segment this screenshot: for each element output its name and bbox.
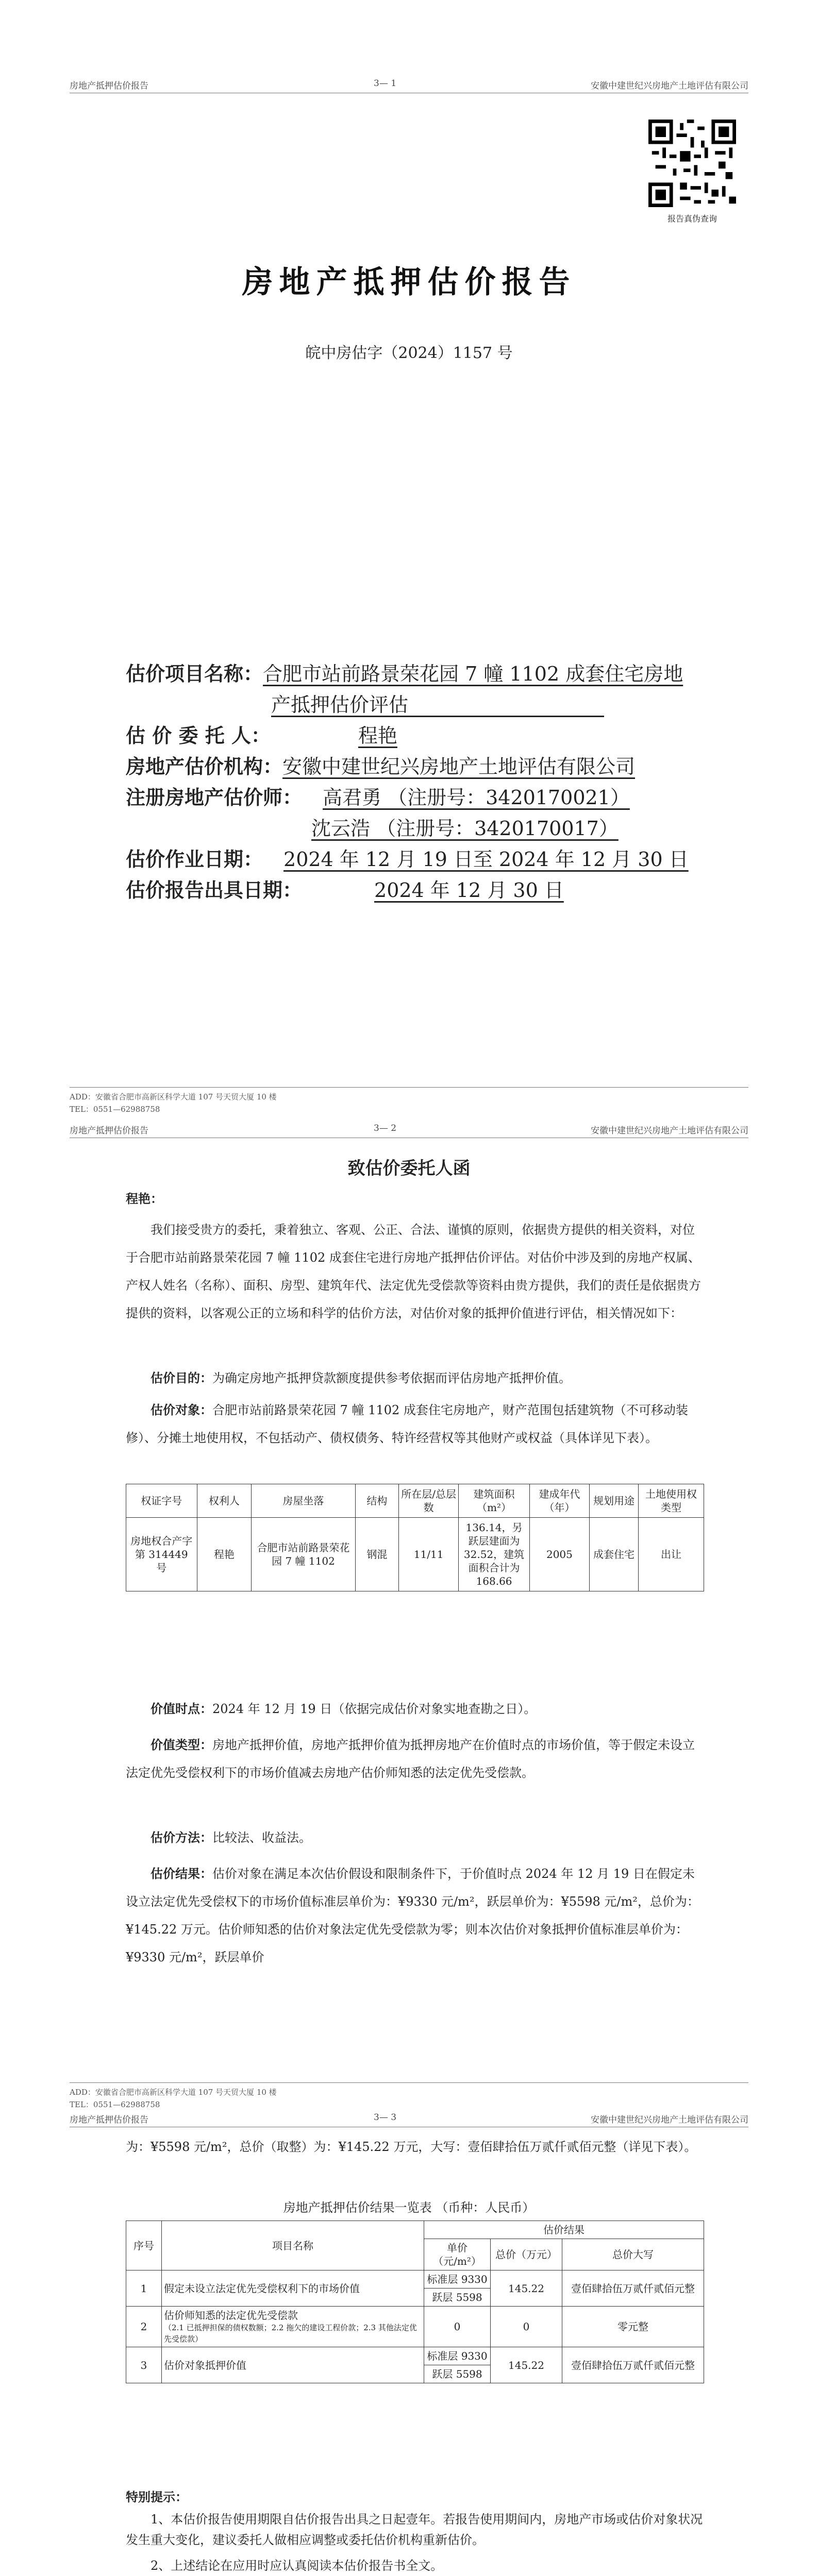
info-row-project: 估价项目名称：合肥市站前路景荣花园 7 幢 1102 成套住宅房地 bbox=[126, 662, 683, 685]
page-header: 房地产抵押估价报告 3— 3 安徽中建世纪兴房地产土地评估有限公司 bbox=[70, 2112, 748, 2127]
property-table bbox=[126, 1484, 704, 1591]
notes-title: 特别提示： bbox=[126, 2489, 188, 2504]
table-row: 1 假定未设立法定优先受偿权利下的市场价值 标准层 9330 145.22 壹佰肆拾伍万贰仟贰佰元整 bbox=[126, 2270, 704, 2289]
summary-title: 房地产抵押估价结果一览表 （币种：人民币） bbox=[283, 2200, 535, 2215]
table-header-row: 权证字号 权利人 房屋坐落 结构 所在层/总层数 建筑面积（m²） 建成年代（年） 规划用途 土地使用权类型 bbox=[126, 1484, 704, 1518]
table-row: 2 估价师知悉的法定优先受偿款 （2.1 已抵押担保的债权数额；2.2 拖欠的建设工程价款；2.3 其他法定优先受偿款） 0 0 零元整 bbox=[126, 2307, 704, 2347]
info-row-issue-date: 估价报告出具日期： 2024 年 12 月 30 日 bbox=[126, 878, 564, 902]
header-left: 房地产抵押估价报告 bbox=[70, 81, 148, 91]
cover-info bbox=[126, 658, 689, 906]
letter-page bbox=[0, 1123, 818, 2154]
summary-page bbox=[0, 2112, 818, 2576]
page-header bbox=[70, 78, 748, 93]
table-row: 3 估价对象抵押价值 标准层 9330 145.22 壹佰肆拾伍万贰仟贰佰元整 bbox=[126, 2347, 704, 2365]
note-1: 1、本估价报告使用期限自估价报告出具之日起壹年。若报告使用期间内，房地产市场或估价对象状况发生重大变化，建议委托人做相应调整或委托估价机构重新估价。 bbox=[126, 2512, 703, 2547]
result-continued: 为：¥5598 元/m²，总价（取整）为：¥145.22 万元，大写：壹佰肆拾伍万贰仟贰佰元整（详见下表）。 bbox=[126, 2140, 697, 2154]
info-row-appraiser-2: 沈云浩 （注册号：3420170017） bbox=[311, 817, 619, 840]
report-title: 房地产抵押估价报告 bbox=[242, 264, 576, 300]
info-row-project-cont: 产抵押估价评估 bbox=[271, 693, 409, 716]
purpose-paragraph: 估价目的：为确定房地产抵押贷款额度提供参考依据而评估房地产抵押价值。 bbox=[151, 1370, 571, 1385]
qr-code[interactable] bbox=[648, 120, 736, 207]
qr-caption: 报告真伪查询 bbox=[667, 214, 717, 224]
letter-title: 致估价委托人函 bbox=[347, 1158, 471, 1179]
result-paragraph: 估价结果：估价对象在满足本次估价假设和限制条件下，于价值时点 2024 年 12 月 19 日在假定未设立法定优先受偿权下的市场价值标准层单价为：¥9330 元/m²，跃层单价为：¥5598 元/m²，总价为：¥145.22 万元。估价师知悉的估价对象法定优先受偿款为零；则本次估价对象抵押价值标准层单价为：¥9330 元/m²，跃层单价 bbox=[126, 1866, 699, 1964]
note-2: 2、上述结论在应用时应认真阅读本估价报告书全文。 bbox=[151, 2558, 443, 2573]
method-paragraph: 估价方法：比较法、收益法。 bbox=[151, 1830, 311, 1845]
value-type-paragraph: 价值类型：房地产抵押价值，房地产抵押价值为抵押房地产在价值时点的市场价值，等于假定未设立法定优先受偿权利下的市场价值减去房地产估价师知悉的法定优先受偿款。 bbox=[126, 1737, 695, 1780]
page-footer: ADD：安徽省合肥市高新区科学大道 107 号天贸大厦 10 楼 TEL：0551—62988758 bbox=[70, 2082, 748, 2111]
header-page: 3— 1 bbox=[374, 78, 397, 89]
header-right: 安徽中建世纪兴房地产土地评估有限公司 bbox=[591, 81, 748, 91]
object-paragraph: 估价对象：合肥市站前路景荣花园 7 幢 1102 成套住宅房地产，财产范围包括建筑物（不可移动装修）、分摊土地使用权，不包括动产、债权债务、特许经营权等其他财产或权益（具体详见下表）。 bbox=[126, 1402, 688, 1445]
report-number: 皖中房估字（2024）1157 号 bbox=[305, 344, 513, 362]
info-row-appraiser-1: 注册房地产估价师： 高君勇 （注册号：3420170021） bbox=[126, 786, 630, 809]
cover-page bbox=[0, 0, 818, 1114]
info-row-client: 估 价 委 托 人： 程艳 bbox=[126, 724, 397, 747]
salutation: 程艳： bbox=[126, 1191, 163, 1206]
page-header: 房地产抵押估价报告 3— 2 安徽中建世纪兴房地产土地评估有限公司 bbox=[70, 1123, 748, 1138]
summary-table: 序号 项目名称 估价结果 单价（元/m²） 总价（万元） 总价大写 1 假定未设立法定优先受偿权利下的市场价值 标准层 9330 145.22 壹佰肆拾伍万贰仟贰佰元整 跃层 5598 2 估价师知悉的法定优先受偿款 （2.1 已抵押担保的债权数额；2.2 拖欠的建设工程价款；2.3 其他法定优先受偿款） 0 0 零元整 3 估价对象抵押价值 标准层 9330 145.22 壹佰肆拾伍万贰仟贰佰元整 跃层 5598 bbox=[126, 2221, 704, 2383]
page-footer: ADD：安徽省合肥市高新区科学大道 107 号天贸大厦 10 楼 TEL：0551—62988758 bbox=[70, 1087, 748, 1115]
value-date-paragraph: 价值时点：2024 年 12 月 19 日（依据完成估价对象实地查勘之日）。 bbox=[151, 1701, 537, 1716]
table-row: 房地权合产字第 314449 号 程艳 合肥市站前路景荣花园 7 幢 1102 钢混 11/11 136.14，另跃层建面为 32.52，建筑面积合计为 168.66 2005 成套住宅 出让 bbox=[126, 1518, 704, 1591]
info-row-agency: 房地产估价机构：安徽中建世纪兴房地产土地评估有限公司 bbox=[126, 755, 636, 778]
info-row-work-date: 估价作业日期： 2024 年 12 月 19 日至 2024 年 12 月 30 日 bbox=[126, 848, 689, 871]
letter-intro: 我们接受贵方的委托，秉着独立、客观、公正、合法、谨慎的原则，依据贵方提供的相关资料，对位于合肥市站前路景荣花园 7 幢 1102 成套住宅进行房地产抵押估价评估。对估价中涉及到的房地产权属、产权人姓名（名称）、面积、房型、建筑年代、法定优先受偿款等资料由贵方提供，我们的责任是依据贵方提供的资料，以客观公正的立场和科学的估价方法，对估价对象的抵押价值进行评估，相关情况如下： bbox=[126, 1223, 701, 1320]
